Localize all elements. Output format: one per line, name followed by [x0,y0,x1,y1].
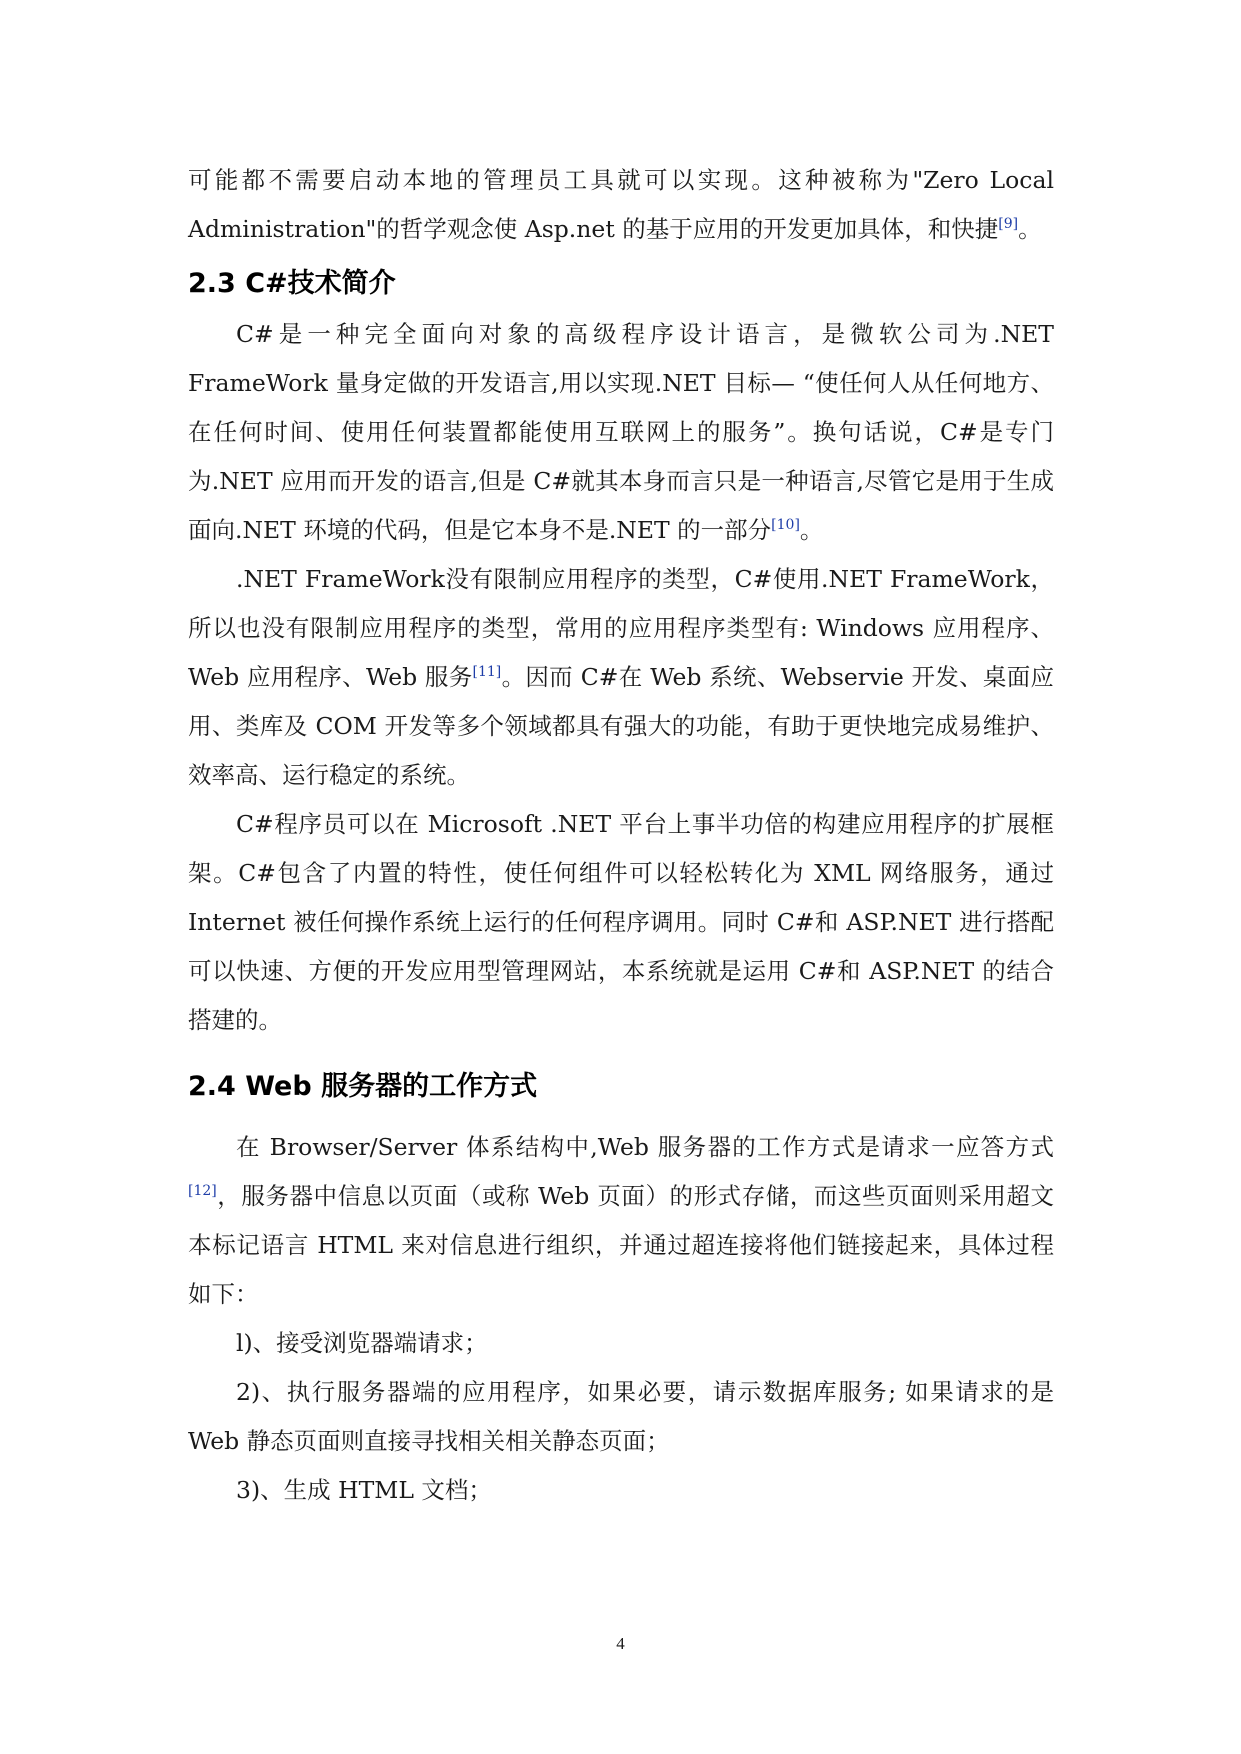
list-item-step-2: 2)、执行服务器端的应用程序，如果必要，请示数据库服务; 如果请求的是 Web 静态页面则直接寻找相关相关静态页面； [188,1378,1054,1455]
page-body [188,156,1054,1515]
citation-10[interactable]: [10] [771,517,800,534]
citation-9[interactable]: [9] [998,216,1019,233]
citation-12[interactable]: [12] [188,1183,217,1200]
paragraph-csharp-intro: C#是一种完全面向对象的高级程序设计语言，是微软公司为.NET FrameWork 量身定做的开发语言,用以实现.NET 目标— “使任何人从任何地方、在任何时间、使用任何装置都能使用互联网上的服务”。换句话说，C#是专门为.NET 应用而开发的语言,但是 C#就其本身而言只是一种语言,尽管它是用于生成面向.NET 环境的代码，但是它本身不是.NET 的一部分[10]。 [188,320,1054,544]
paragraph-web-server-mode: 在 Browser/Server 体系结构中,Web 服务器的工作方式是请求一应答方式[12]，服务器中信息以页面（或称 Web 页面）的形式存储，而这些页面则采用超文本标记语言 HTML 来对信息进行组织，并通过超连接将他们链接起来，具体过程如下： [188,1133,1054,1308]
paragraph-zero-local-admin: 可能都不需要启动本地的管理员工具就可以实现。这种被称为"Zero Local Administration"的哲学观念使 Asp.net 的基于应用的开发更加具体，和快捷[9]。 [188,166,1054,243]
citation-11[interactable]: [11] [472,664,502,681]
paragraph-csharp-aspnet: C#程序员可以在 Microsoft .NET 平台上事半功倍的构建应用程序的扩展框架。C#包含了内置的特性，使任何组件可以轻松转化为 XML 网络服务，通过 Internet 被任何操作系统上运行的任何程序调用。同时 C#和 ASP.NET 进行搭配可以快速、方便的开发应用型管理网站，本系统就是运用 C#和 ASP.NET 的结合搭建的。 [188,810,1054,1034]
page-number: 4 [616,1634,625,1653]
list-item-step-1: l)、接受浏览器端请求； [236,1329,488,1357]
list-item-step-3: 3)、生成 HTML 文档； [236,1476,492,1504]
section-heading-2-4: 2.4 Web 服务器的工作方式 [188,1071,538,1102]
paragraph-framework-app-types: .NET FrameWork没有限制应用程序的类型，C#使用.NET FrameWork，所以也没有限制应用程序的类型，常用的应用程序类型有: Windows 应用程序、Web 应用程序、Web 服务[11]。因而 C#在 Web 系统、Webservie 开发、桌面应用、类库及 COM 开发等多个领域都具有强大的功能，有助于更快地完成易维护、效率高、运行稳定的系统。 [188,565,1054,789]
section-heading-2-3: 2.3 C#技术简介 [188,268,396,299]
